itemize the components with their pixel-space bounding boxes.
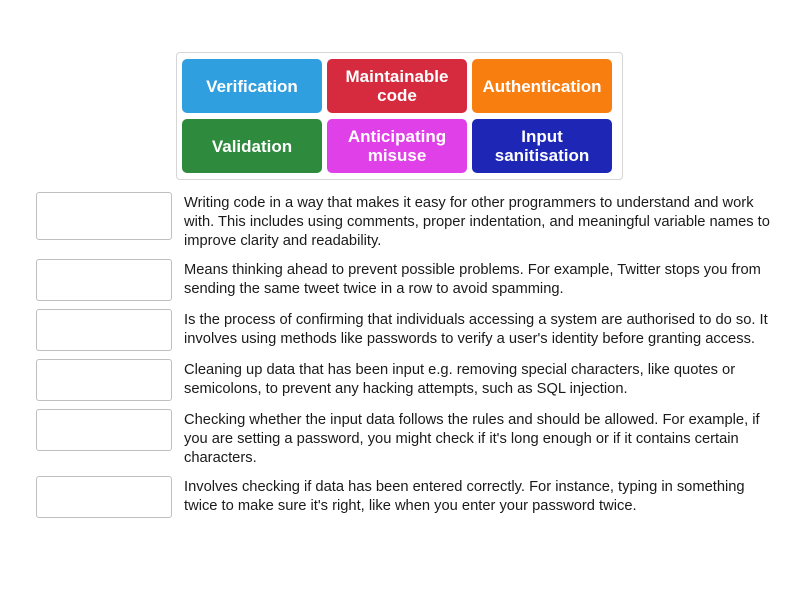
definition-text: Is the process of confirming that individuals accessing a system are authorised to do so. It involves using methods like passwords to verify a user's identity before granting access.: [184, 312, 768, 347]
answer-row: [36, 409, 780, 468]
answer-row: [36, 192, 780, 251]
draggable-tile-anticipating-misuse[interactable]: [327, 119, 467, 173]
definition-text: Cleaning up data that has been input e.g. removing special characters, like quotes or semicolons, to prevent any hacking attempts, such as SQL injection.: [184, 362, 736, 397]
answer-row: [36, 259, 780, 301]
answer-row: [36, 359, 780, 401]
draggable-tile-verification[interactable]: [182, 59, 322, 113]
answer-row: [36, 309, 780, 351]
draggable-tile-validation[interactable]: [182, 119, 322, 173]
drop-slot[interactable]: [36, 192, 172, 240]
definition-text: Means thinking ahead to prevent possible problems. For example, Twitter stops you from sending the same tweet twice in a row to avoid spamming.: [184, 262, 761, 297]
drop-slot[interactable]: [36, 476, 172, 518]
definition-text: Involves checking if data has been entered correctly. For instance, typing in something twice to make sure it's right, like when you enter your password twice.: [184, 479, 745, 514]
draggable-tile-authentication[interactable]: [472, 59, 612, 113]
drop-slot[interactable]: [36, 359, 172, 401]
tile-label: Verification: [206, 76, 298, 96]
tile-label: Authentication: [482, 76, 602, 96]
tile-label: Input sanitisation: [494, 127, 590, 165]
answer-rows: [36, 192, 780, 526]
definition-text: Checking whether the input data follows the rules and should be allowed. For example, if you are setting a password, you might check if it's long enough or if it contains certain characters.: [184, 412, 760, 466]
drop-slot[interactable]: [36, 309, 172, 351]
drop-slot[interactable]: [36, 259, 172, 301]
drop-slot[interactable]: [36, 409, 172, 451]
answer-row: [36, 476, 780, 518]
draggable-tile-maintainable-code[interactable]: [327, 59, 467, 113]
tile-label: Maintainable code: [345, 67, 449, 105]
tile-label: Anticipating misuse: [347, 127, 447, 165]
tile-bank: [176, 52, 623, 180]
draggable-tile-input-sanitisation[interactable]: [472, 119, 612, 173]
definition-text: Writing code in a way that makes it easy for other programmers to understand and work with. This includes using comments, proper indentation, and meaningful variable names to improve clarity and readability.: [184, 195, 770, 249]
tile-label: Validation: [211, 136, 293, 156]
